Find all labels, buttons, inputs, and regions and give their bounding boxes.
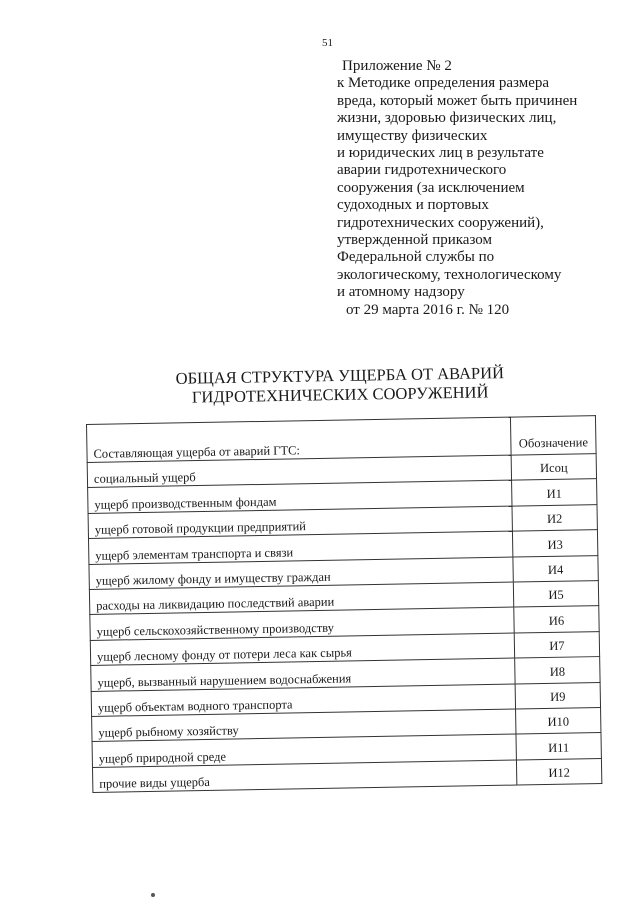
title-line-1: ОБЩАЯ СТРУКТУРА УЩЕРБА ОТ АВАРИЙ: [175, 363, 505, 388]
damage-component: ущерб сельскохозяйственному производству: [90, 607, 514, 640]
appendix-line: и атомному надзору: [337, 284, 465, 301]
damage-component: прочие виды ущерба: [92, 760, 516, 793]
header-component: Составляющая ущерба от аварий ГТС:: [87, 417, 512, 462]
damage-component: ущерб, вызванный нарушением водоснабжения: [91, 658, 515, 691]
damage-symbol: Исоц: [511, 454, 596, 481]
damage-component: ущерб жилому фонду и имуществу граждан: [89, 557, 513, 590]
appendix-line: вреда, который может быть причинен: [337, 92, 578, 109]
damage-symbol: И6: [514, 606, 599, 633]
damage-symbol: И8: [515, 657, 600, 684]
appendix-line: жизни, здоровью физических лиц,: [337, 110, 557, 127]
appendix-line: сооружения (за исключением: [337, 179, 525, 196]
scan-dot: [151, 893, 155, 897]
appendix-line: Федеральной службы по: [337, 249, 495, 266]
damage-symbol: И2: [512, 504, 597, 531]
damage-symbol: И9: [515, 682, 600, 709]
appendix-line: имуществу физических: [337, 127, 488, 144]
damage-symbol: И5: [513, 581, 598, 608]
damage-symbol: И10: [516, 707, 601, 734]
damage-symbol: И11: [516, 733, 601, 760]
damage-component: социальный ущерб: [87, 455, 511, 488]
damage-component: ущерб лесному фонду от потери леса как сырья: [90, 633, 514, 666]
damage-symbol: И4: [513, 555, 598, 582]
appendix-block: [337, 58, 627, 319]
damage-symbol: И12: [516, 758, 601, 785]
page-number: 51: [322, 37, 333, 49]
appendix-line: судоходных и портовых: [337, 197, 489, 214]
damage-component: ущерб объектам водного транспорта: [91, 684, 515, 717]
appendix-line: экологическому, технологическому: [337, 266, 562, 283]
damage-component: ущерб производственным фондам: [88, 480, 512, 513]
damage-component: ущерб элементам транспорта и связи: [89, 531, 513, 564]
damage-symbol: И1: [512, 479, 597, 506]
appendix-line: аварии гидротехнического: [337, 162, 507, 179]
appendix-line: и юридических лиц в результате: [337, 145, 544, 162]
damage-component: расходы на ликвидацию последствий аварии: [89, 582, 513, 615]
damage-symbol: И3: [512, 530, 597, 557]
title-line-2: ГИДРОТЕХНИЧЕСКИХ СООРУЖЕНИЙ: [191, 382, 489, 407]
document-title: [150, 363, 531, 408]
appendix-date: от 29 марта 2016 г. № 120: [346, 301, 510, 318]
appendix-heading: Приложение № 2: [342, 58, 452, 74]
appendix-line: утвержденной приказом: [337, 232, 493, 249]
damage-structure-table: [86, 415, 602, 790]
damage-component: ущерб рыбному хозяйству: [92, 709, 516, 742]
damage-component: ущерб готовой продукции предприятий: [88, 506, 512, 539]
appendix-line: гидротехнических сооружений),: [337, 214, 544, 231]
appendix-line: к Методике определения размера: [337, 75, 550, 92]
header-symbol: Обозначение: [510, 416, 596, 455]
damage-symbol: И7: [514, 631, 599, 658]
damage-component: ущерб природной среде: [92, 734, 516, 767]
